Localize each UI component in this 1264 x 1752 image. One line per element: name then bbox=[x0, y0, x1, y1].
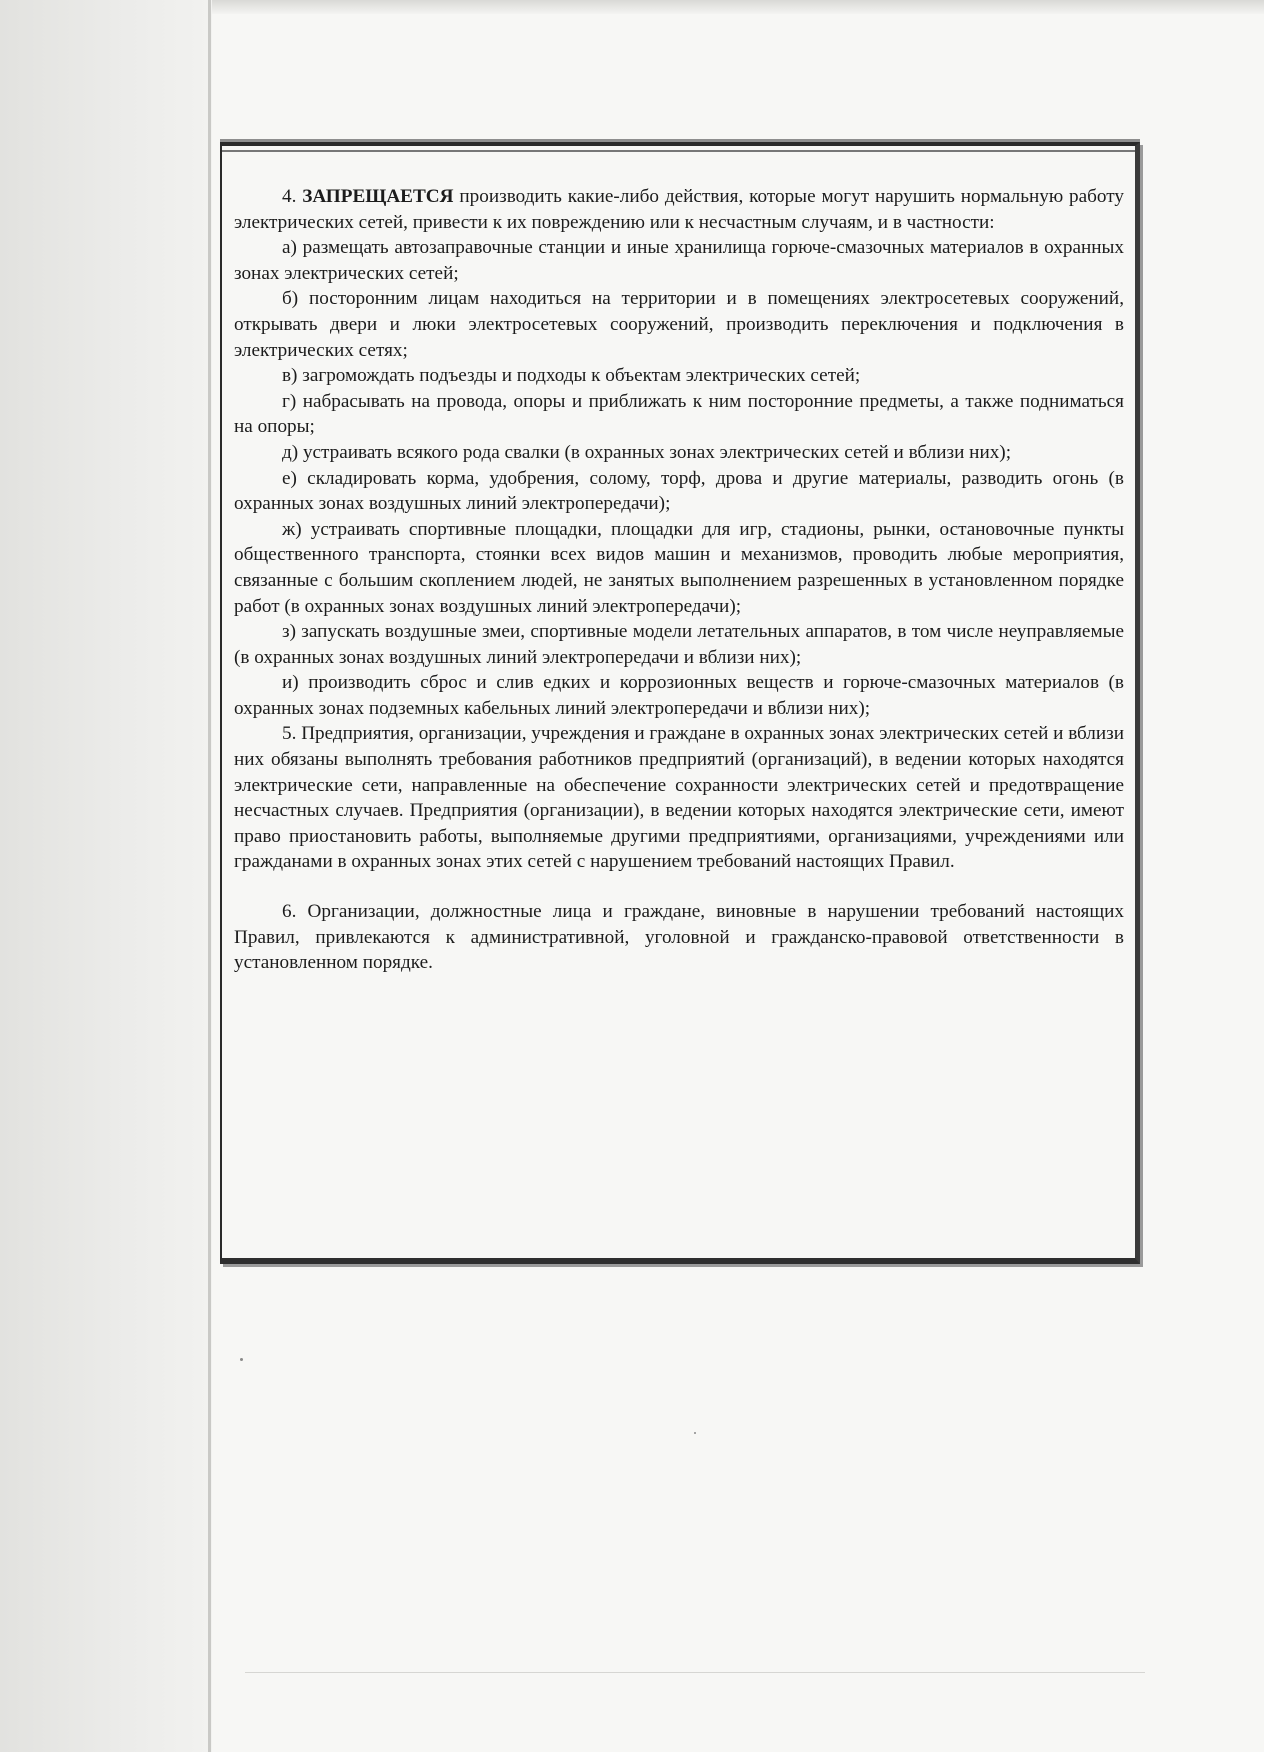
item-4-number: 4. bbox=[282, 186, 297, 207]
item-6-paragraph: 6. Организации, должностные лица и граждане, виновные в нарушении требований настоящих Правил, привлекаются к административной, уголовной и гражданско-правовой ответственности в установленном порядке. bbox=[234, 901, 1124, 974]
item-4-intro: производить какие-либо действия, которые могут нарушить нормальную работу электрических сетей, привести к их повреждению или к несчастным случаям, и в частности: bbox=[234, 186, 1124, 233]
subitem-e: е) складировать корма, удобрения, солому, торф, дрова и другие материалы, разводить огонь (в охранных зонах воздушных линий электропередачи); bbox=[234, 467, 1124, 515]
item-4-keyword: ЗАПРЕЩАЕТСЯ bbox=[302, 186, 454, 207]
scan-edge-line bbox=[208, 0, 211, 1752]
text-frame bbox=[220, 142, 1140, 1264]
subitem-v: в) загромождать подъезды и подходы к объектам электрических сетей; bbox=[282, 365, 861, 387]
scan-shadow-left bbox=[0, 0, 212, 1752]
scan-bottom-line bbox=[245, 1672, 1145, 1673]
item-4-paragraph bbox=[234, 184, 1124, 235]
scan-shadow-top bbox=[212, 0, 1264, 14]
subitem-b: б) посторонним лицам находиться на территории и в помещениях электросетевых сооружений, открывать двери и люки электросетевых сооружений, производить переключения и подключения в электрических сетях; bbox=[234, 288, 1124, 361]
subitem-g: г) набрасывать на провода, опоры и приближать к ним посторонние предметы, а также подниматься на опоры; bbox=[234, 390, 1124, 438]
subitem-z: з) запускать воздушные змеи, спортивные модели летательных аппаратов, в том числе неуправляемые (в охранных зонах воздушных линий электропередачи и вблизи них); bbox=[234, 621, 1124, 668]
document-text bbox=[234, 184, 1124, 976]
frame-inner-rule bbox=[222, 150, 1135, 152]
scan-speck bbox=[694, 1432, 696, 1434]
subitem-i: и) производить сброс и слив едких и коррозионных веществ и горюче-смазочных материалов (в охранных зонах подземных кабельных линий электропередачи и вблизи них); bbox=[234, 672, 1124, 719]
scan-speck bbox=[240, 1358, 243, 1361]
subitem-zh: ж) устраивать спортивные площадки, площадки для игр, стадионы, рынки, остановочные пункты общественного транспорта, стоянки всех видов машин и механизмов, проводить любые мероприятия, связанные с большим скоплением людей, не занятых выполнением разрешенных в установленном порядке работ (в охранных зонах воздушных линий электропередачи); bbox=[234, 518, 1124, 617]
subitem-a: а) размещать автозаправочные станции и иные хранилища горюче-смазочных материалов в охранных зонах электрических сетей; bbox=[234, 237, 1124, 284]
item-5-paragraph: 5. Предприятия, организации, учреждения и граждане в охранных зонах электрических сетей и вблизи них обязаны выполнять требования работников предприятий (организаций), в ведении которых находятся электрические сети, направленные на обеспечение сохранности электрических сетей и предотвращение несчастных случаев. Предприятия (организации), в ведении которых находятся электрические сети, имеют право приостановить работы, выполняемые другими предприятиями, организациями, учреждениями или гражданами в охранных зонах этих сетей с нарушением требований настоящих Правил. bbox=[234, 723, 1124, 873]
subitem-d: д) устраивать всякого рода свалки (в охранных зонах электрических сетей и вблизи них); bbox=[282, 441, 1012, 463]
